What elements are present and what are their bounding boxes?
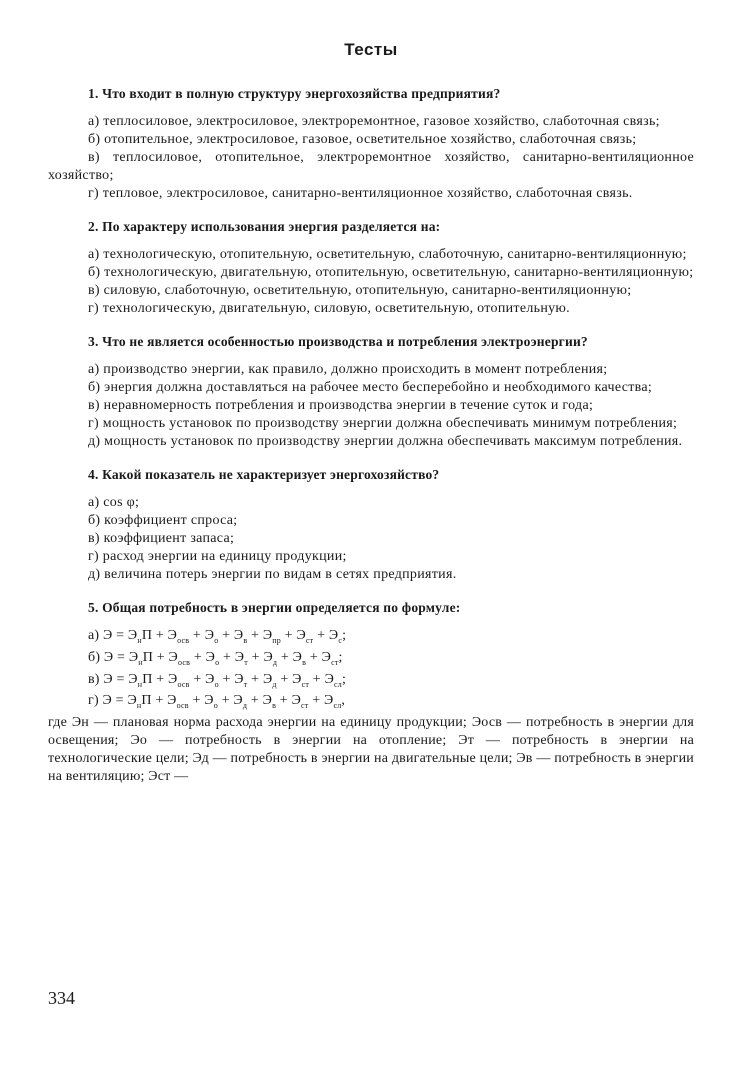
- formula-subscript: осв: [177, 635, 190, 645]
- question-text: 5. Общая потребность в энергии определяется по формуле:: [88, 600, 461, 615]
- answer-option: в) коэффициент запаса;: [88, 531, 235, 546]
- formula-legend: где Эн — плановая норма расхода энергии на единицу продукции; Эосв — потребность в энергии для освещения; Эо — потребность в энергии на отопление; Эт — потребность в энергии на технологические цели; Эд — потребность в энергии на двигательные цели; Эв — потребность в энергии на вентиляцию; Эст —: [48, 715, 694, 785]
- formula-subscript: в: [272, 701, 277, 711]
- page: [48, 40, 694, 786]
- formula-subscript: н: [137, 679, 143, 689]
- formula-subscript: о: [214, 635, 219, 645]
- formula-subscript: сл: [334, 679, 342, 689]
- formula-term: + Э: [189, 671, 215, 687]
- formula-suffix: ,: [341, 693, 346, 709]
- answer-option: а) теплосиловое, электросиловое, электроремонтное, газовое хозяйство, слаботочная связь;: [88, 114, 660, 129]
- formula-subscript: н: [138, 657, 143, 667]
- formula-subscript: пр: [272, 635, 281, 645]
- page-number: 334: [48, 988, 75, 1008]
- formula-term: + Э: [247, 628, 273, 643]
- question-3: [48, 334, 694, 451]
- formula-term: + Э: [308, 693, 334, 709]
- answer-option: д) мощность установок по производству энергии должна обеспечивать максимум потребления.: [88, 434, 683, 449]
- answer-option: г) тепловое, электросиловое, санитарно-вентиляционное хозяйство, слаботочная связь.: [88, 186, 633, 201]
- formula-subscript: т: [243, 679, 248, 689]
- formula-subscript: в: [302, 657, 307, 667]
- formula-subscript: н: [137, 635, 142, 645]
- formula-subscript: ст: [301, 679, 310, 689]
- formula-term: + Э: [276, 671, 302, 687]
- formula-term: + Э: [190, 649, 216, 665]
- answer-option: в) теплосиловое, отопительное, электроремонтное хозяйство, санитарно-вентиляционное хозяйство;: [48, 150, 694, 183]
- question-text: 1. Что входит в полную структуру энергохозяйства предприятия?: [88, 86, 501, 101]
- formula-subscript: т: [244, 657, 248, 667]
- question-2: [48, 219, 694, 318]
- formula-term: + Э: [280, 628, 306, 643]
- answer-list: [48, 246, 694, 318]
- formula-subscript: д: [272, 657, 278, 667]
- answer-option: в) неравномерность потребления и производства энергии в течение суток и года;: [88, 398, 594, 413]
- answer-option: а) cos φ;: [88, 495, 140, 510]
- formula-option: [48, 692, 694, 714]
- answer-option: г) технологическую, двигательную, силовую, осветительную, отопительную.: [88, 301, 570, 316]
- question-1: [48, 86, 694, 203]
- formula-term: + Э: [247, 649, 273, 665]
- formula-list: [48, 627, 694, 714]
- formula-term: + Э: [189, 628, 215, 643]
- page-title: Тесты: [344, 40, 398, 59]
- answer-list: [48, 494, 694, 584]
- formula-term: + Э: [218, 671, 244, 687]
- formula-subscript: н: [136, 701, 142, 711]
- formula-term: П + Э: [141, 693, 177, 709]
- answer-option: а) производство энергии, как правило, должно происходить в момент потребления;: [88, 362, 608, 377]
- formula-subscript: осв: [178, 657, 191, 667]
- answer-list: [48, 113, 694, 203]
- formula-prefix: б) Э = Э: [88, 649, 139, 665]
- formula-option: [48, 627, 694, 649]
- formula-term: П + Э: [141, 628, 178, 643]
- answer-option: г) мощность установок по производству энергии должна обеспечивать минимум потребления;: [88, 416, 678, 431]
- answer-option: д) величина потерь энергии по видам в сетях предприятия.: [88, 567, 457, 582]
- answer-option: в) силовую, слаботочную, осветительную, отопительную, санитарно-вентиляционную;: [88, 283, 632, 298]
- formula-subscript: осв: [177, 679, 190, 689]
- formula-prefix: а) Э = Э: [88, 628, 138, 643]
- question-text: 3. Что не является особенностью производства и потребления электроэнергии?: [88, 334, 588, 349]
- formula-term: + Э: [277, 649, 303, 665]
- formula-subscript: с: [338, 635, 343, 645]
- formula-term: П + Э: [142, 649, 178, 665]
- formula-term: + Э: [247, 671, 273, 687]
- question-text: 2. По характеру использования энергия разделяется на:: [88, 219, 441, 234]
- answer-option: б) отопительное, электросиловое, газовое, осветительное хозяйство, слаботочная связь;: [88, 132, 637, 147]
- formula-subscript: о: [214, 679, 219, 689]
- formula-subscript: о: [213, 701, 218, 711]
- answer-option: а) технологическую, отопительную, осветительную, слаботочную, санитарно-вентиляционную;: [88, 247, 687, 262]
- question-text: 4. Какой показатель не характеризует энергохозяйство?: [88, 467, 440, 482]
- answer-option: б) коэффициент спроса;: [88, 513, 238, 528]
- formula-subscript: сл: [333, 701, 342, 711]
- formula-term: + Э: [313, 628, 339, 643]
- formula-subscript: д: [272, 679, 277, 689]
- answer-option: г) расход энергии на единицу продукции;: [88, 549, 347, 564]
- formula-option: [48, 671, 694, 693]
- formula-term: + Э: [218, 628, 244, 643]
- formula-subscript: ст: [301, 701, 309, 711]
- formula-suffix: ;: [342, 671, 347, 687]
- formula-subscript: осв: [176, 701, 189, 711]
- formula-term: + Э: [217, 693, 243, 709]
- question-4: [48, 467, 694, 584]
- formula-option: [48, 649, 694, 671]
- formula-prefix: в) Э = Э: [88, 671, 138, 687]
- formula-term: + Э: [309, 671, 335, 687]
- formula-term: + Э: [219, 649, 245, 665]
- formula-term: П + Э: [142, 671, 178, 687]
- formula-suffix: ;: [338, 649, 343, 665]
- formula-term: + Э: [247, 693, 273, 709]
- formula-subscript: д: [242, 701, 248, 711]
- formula-subscript: в: [243, 635, 248, 645]
- answer-option: б) технологическую, двигательную, отопительную, осветительную, санитарно-вентиляционную;: [88, 265, 694, 280]
- answer-option: б) энергия должна доставляться на рабочее место бесперебойно и необходимого качества;: [88, 380, 653, 395]
- formula-subscript: ст: [331, 657, 339, 667]
- formula-prefix: г) Э = Э: [88, 693, 137, 709]
- formula-term: + Э: [276, 693, 302, 709]
- answer-list: [48, 361, 694, 451]
- formula-subscript: о: [215, 657, 220, 667]
- formula-suffix: ;: [342, 628, 347, 643]
- formula-term: + Э: [306, 649, 332, 665]
- formula-term: + Э: [188, 693, 214, 709]
- question-5: [48, 600, 694, 786]
- formula-subscript: ст: [305, 635, 314, 645]
